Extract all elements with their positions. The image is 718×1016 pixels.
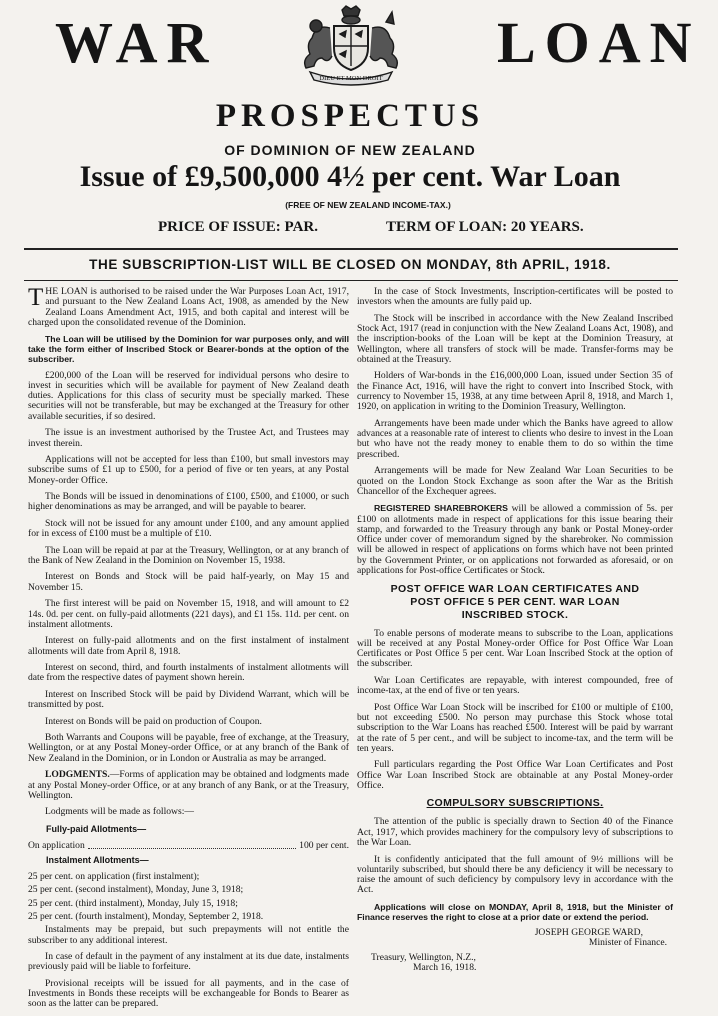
closing-paragraph: Applications will close on MONDAY, April 8, 1918, but the Minister of Finance reserves the right to close at a prior date or extend the period. [357, 901, 673, 922]
right-column [357, 287, 673, 973]
signature-title: Minister of Finance. [588, 937, 667, 949]
tax-note: (FREE OF NEW ZEALAND INCOME-TAX.) [285, 200, 451, 210]
fully-paid-heading: Fully-paid Allotments— [46, 823, 147, 834]
paragraph: THE LOAN is authorised to be raised under the War Purposes Loan Act, 1917, and pursuant to the New Zealand Loans Act, 1908, as amended by the New Zealand Loans Amendment Act, 1915, and both capital and interest will be charged upon the consolidated revenue of the Dominion. [28, 284, 349, 328]
paragraph: Interest on second, third, and fourth instalments of instalment allotments will date from the respective dates of payment shown herein. [28, 662, 349, 684]
instalment-item: 25 per cent. (fourth instalment), Monday, September 2, 1918. [28, 910, 264, 922]
issue-heading: Issue of £9,500,000 4½ per cent. War Loan [79, 160, 621, 193]
paragraph: The issue is an investment authorised by the Trustee Act, and Trustees may invest therein. [28, 427, 349, 449]
lodgments-heading: LODGMENTS. [45, 769, 110, 781]
price-of-issue: PRICE OF ISSUE: PAR. [158, 219, 319, 235]
paragraph: It is confidently anticipated that the full amount of 9½ millions will be voluntarily subscribed, but should there be any deficiency it will be necessary to raise the amount of such deficiency by compulsory levy in accordance with the Act. [357, 853, 673, 896]
term-of-loan: TERM OF LOAN: 20 YEARS. [386, 219, 584, 235]
paragraph: War Loan Certificates are repayable, with interest compounded, free of income-tax, at the end of five or ten years. [357, 674, 673, 697]
paragraph: Arrangements will be made for New Zealand War Loan Securities to be quoted on the London Stock Exchange as soon after the War as the British Chancellor of the Exchequer agrees. [357, 465, 673, 497]
paragraph: In the case of Stock Investments, Inscription-certificates will be posted to investors when the amounts are fully paid up. [357, 286, 673, 308]
date: March 16, 1918. [413, 961, 477, 973]
paragraph: REGISTERED SHAREBROKERS will be allowed a commission of 5s. per £100 on allotments made in respect of applications for this issue bearing their stamp, and forwarded to the Treasury through any bank or Postal Money-order Office under cover of memorandum signed by the sharebroker. No commission will be allowed in respect of applications on forms which have not been printed by the Government Printer, or on applications not forwarded as aforesaid, or on applications for Post-office Certificates or Stock. [357, 503, 673, 577]
signature-name: JOSEPH GEORGE WARD, [534, 927, 643, 939]
bottom-divider [24, 280, 678, 281]
paragraph: Both Warrants and Coupons will be payable, free of exchange, at the Treasury, Wellington, or at any Postal Money-order Office, or at any branch of the Bank of New Zealand in the Dominion, or in London or Australia as may be arranged. [28, 732, 349, 764]
paragraph: Applications will not be accepted for less than £100, but small investors may subscribe sums of £1 up to £500, for a period of five or ten years, at any Postal Money-order Office. [28, 454, 349, 486]
fully-paid-line: On application 100 per cent. [28, 840, 349, 852]
paragraph: The Loan will be repaid at par at the Treasury, Wellington, or at any branch of the Bank of New Zealand in the Dominion on November 15, 1938. [28, 544, 349, 566]
paragraph: The Stock will be inscribed in accordance with the New Zealand Inscribed Stock Act, 1917 (read in conjunction with the New Zealand Loans Act, 1908), and the inscription-books of the Loan will be kept at the Dominion Treasury, at Wellington, where all transfers of stock will be made. Transfer-forms may be obtained at the Treasury. [357, 312, 673, 365]
royal-coat-of-arms-icon [290, 4, 412, 88]
paragraph: The attention of the public is specially drawn to Section 40 of the Finance Act, 1917, which provides machinery for the compulsory levy of subscriptions to the War Loan. [357, 816, 673, 849]
instalment-item: 25 per cent. (third instalment), Monday, July 15, 1918; [28, 897, 238, 909]
sharebrokers-heading: REGISTERED SHAREBROKERS [374, 503, 508, 514]
paragraph: Holders of War-bonds in the £16,000,000 Loan, issued under Section 35 of the Finance Act, 1916, will have the right to convert into Inscribed Stock, with currency to November 15, 1938, at any time between April 8, 1918, and March 1, 1920, on application in writing to the Dominion Treasury, Wellington. [357, 370, 673, 413]
paragraph: Interest on Bonds will be paid on production of Coupon. [45, 715, 262, 727]
paragraph: The Bonds will be issued in denominations of £100, £500, and £1000, or such higher denominations as may be arranged, and will be payable to bearer. [28, 491, 349, 513]
paragraph: Interest on Inscribed Stock will be paid by Dividend Warrant, which will be transmitted by post. [28, 688, 349, 711]
paragraph: LODGMENTS.—Forms of application may be obtained and lodgments made at any Postal Money-order Office, or at any branch of any Bank, or at the Treasury, Wellington. [28, 769, 349, 801]
paragraph: In case of default in the payment of any instalment at its due date, instalments previously paid will be liable to forfeiture. [28, 951, 349, 973]
paragraph: Full particulars regarding the Post Office War Loan Certificates and Post Office War Loan Inscribed Stock are obtainable at any Postal Money-order Office. [357, 759, 673, 791]
left-column [28, 284, 349, 1016]
instalment-heading: Instalment Allotments— [46, 854, 149, 865]
header-war: WAR [55, 10, 218, 75]
dominion-subtitle: OF DOMINION OF NEW ZEALAND [224, 142, 476, 158]
svg-text:DIEU ET MON DROIT: DIEU ET MON DROIT [319, 75, 383, 82]
compulsory-heading: COMPULSORY SUBSCRIPTIONS. [426, 797, 604, 810]
paragraph: Provisional receipts will be issued for all payments, and in the case of Investments in Bonds these receipts will be exchangeable for Bonds to Bearer as soon as the latter can be prepared. [28, 977, 349, 1010]
page-title: PROSPECTUS [215, 98, 485, 134]
top-divider [24, 248, 678, 250]
closing-notice: THE SUBSCRIPTION-LIST WILL BE CLOSED ON MONDAY, 8th APRIL, 1918. [89, 257, 611, 272]
instalment-item: 25 per cent. on application (first instalment); [28, 871, 200, 883]
post-office-heading: POST OFFICE WAR LOAN CERTIFICATES AND POST OFFICE 5 PER CENT. WAR LOAN INSCRIBED STOCK. [390, 582, 640, 621]
paragraph: The first interest will be paid on November 15, 1918, and will amount to £2 14s. 0d. per cent. on fully-paid allotments (221 days), and £1 15s. 11d. per cent. on instalment allotments. [28, 598, 349, 630]
drop-cap: T [28, 284, 44, 311]
paragraph: To enable persons of moderate means to subscribe to the Loan, applications will be received at any Postal Money-order Office for Post Office War Loan Certificates or Post Office 5 per cent. War Loan Inscribed Stock at the option of the subscriber. [357, 627, 673, 670]
paragraph: Arrangements have been made under which the Banks have agreed to allow advances at a reasonable rate of interest to clients who desire to invest in the Loan but who have not the ready money to enable them to do so within the time prescribed. [357, 417, 673, 460]
paragraph: Instalments may be prepaid, but such prepayments will not entitle the subscriber to any additional interest. [28, 924, 349, 946]
paragraph: Stock will not be issued for any amount under £100, and any amount applied for in excess of £100 must be a multiple of £10. [28, 517, 349, 540]
paragraph: £200,000 of the Loan will be reserved for individual persons who desire to invest in securities which will be available for payment of New Zealand death duties. Applications for this class of security must be specially marked. These securities will not be transferable, but may be exchanged at the Treasury for other available securities, if so desired. [28, 369, 349, 422]
paragraph: The Loan will be utilised by the Dominion for war purposes only, and will take the form either of Inscribed Stock or Bearer-bonds at the option of the subscriber. [28, 334, 349, 365]
header-loan: LOAN [497, 10, 701, 75]
paragraph: Interest on fully-paid allotments and on the first instalment of instalment allotments will date from April 8, 1918. [28, 635, 349, 657]
paragraph: Post Office War Loan Stock will be inscribed for £100 or multiple of £100, but not exceeding £500. No person may purchase this Stock whose total subscription to the War Loans has reached £500. Interest will be paid by warrant at the rate of 5 per cent., and will be subject to income-tax, and the term will be ten years. [357, 701, 673, 754]
paragraph: Lodgments will be made as follows:— [45, 806, 194, 818]
instalment-item: 25 per cent. (second instalment), Monday, June 3, 1918; [28, 884, 244, 896]
place: Treasury, Wellington, N.Z., [371, 951, 476, 963]
paragraph: Interest on Bonds and Stock will be paid half-yearly, on May 15 and November 15. [28, 571, 349, 593]
